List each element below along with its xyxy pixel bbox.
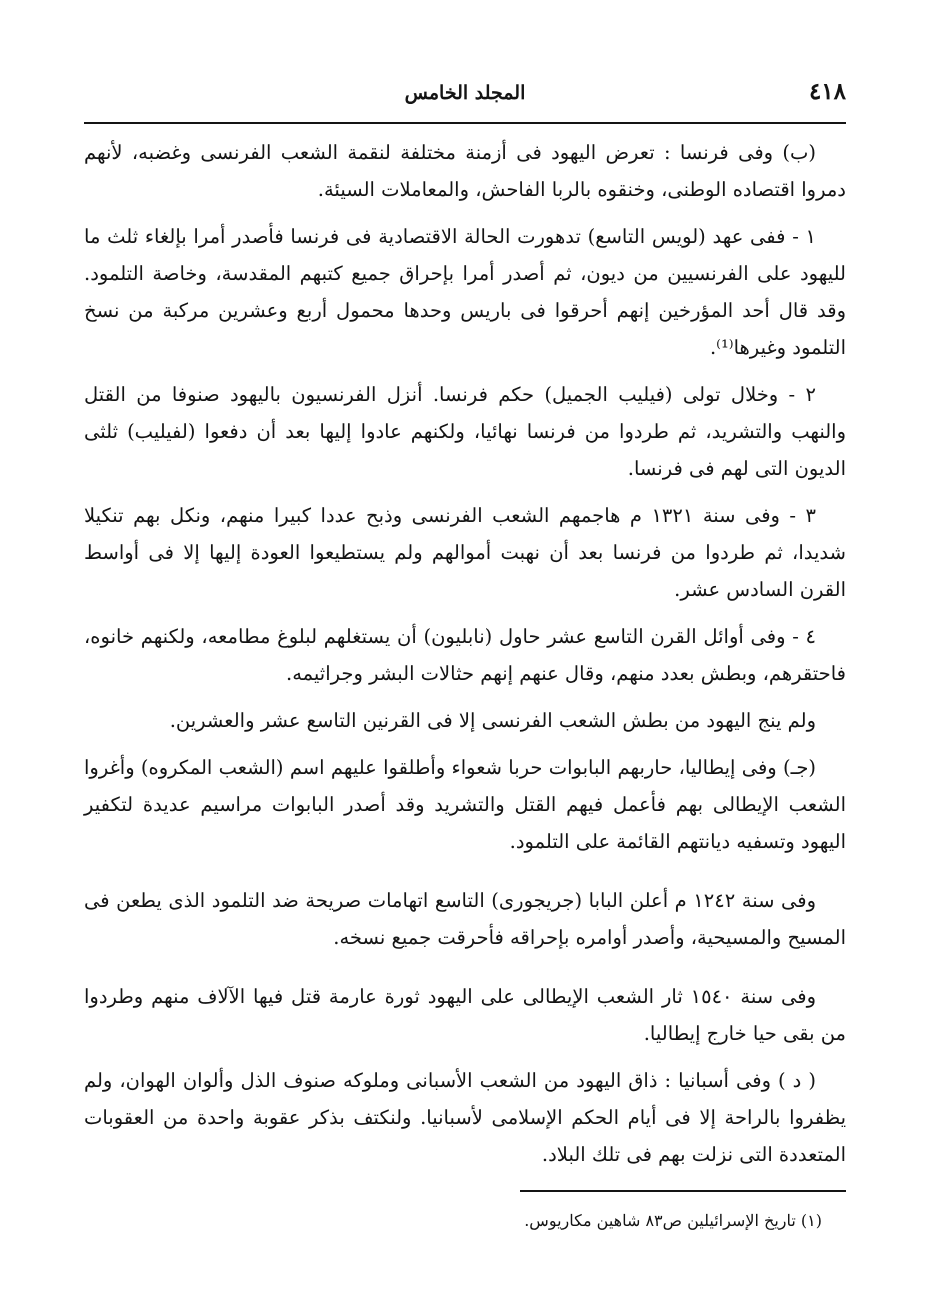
paragraph-louis-ix: ١ - ففى عهد (لويس التاسع) تدهورت الحالة الاقتصادية فى فرنسا فأصدر أمرا بإلغاء ثلث ما لليهود على الفرنسيين من ديون، ثم أصدر أمرا بإحراق جميع كتبهم المقدسة، وخاصة التلمود. وقد قال أحد المؤرخين إنهم أحرقوا فى باريس وحدها محمول أربع وعشرين مركبة من نسخ التلمود وغيرها⁽¹⁾.	[84, 225, 846, 359]
footnote-rule	[520, 1190, 846, 1192]
header-rule	[84, 122, 846, 124]
body-text	[84, 134, 846, 1183]
paragraph-1321: ٣ - وفى سنة ١٣٢١ م هاجمهم الشعب الفرنسى وذبح عددا كبيرا منهم، ونكل بهم تنكيلا شديدا، ثم طردوا من فرنسا بعد أن نهبت أموالهم ولم يستطيعوا العودة إليها إلا فى أواسط القرن السادس عشر.	[84, 504, 846, 601]
footnote: (١) تاريخ الإسرائيلين ص٨٣ شاهين مكاريوس.	[524, 1211, 822, 1230]
page-header	[84, 72, 846, 118]
paragraph-1540: وفى سنة ١٥٤٠ ثار الشعب الإيطالى على اليهود ثورة عارمة قتل فيها الآلاف منهم وطردوا من بقى حيا خارج إيطاليا.	[84, 985, 846, 1045]
running-title: المجلد الخامس	[404, 82, 526, 104]
paragraph-napoleon: ٤ - وفى أوائل القرن التاسع عشر حاول (نابليون) أن يستغلهم لبلوغ مطامعه، ولكنهم خانوه، فاحتقرهم، وبطش بعدد منهم، وقال عنهم إنهم حثالات البشر وجراثيمه.	[84, 625, 846, 685]
paragraph-italy-intro: (جـ) وفى إيطاليا، حاربهم البابوات حربا شعواء وأطلقوا عليهم اسم (الشعب المكروه) وأغروا الشعب الإيطالى بهم فأعمل فيهم القتل والتشريد وقد أصدر البابوات مراسيم عديدة لتكفير اليهود وتسفيه ديانتهم القائمة على التلمود.	[84, 756, 846, 853]
paragraph-spain-intro: ( د ) وفى أسبانيا : ذاق اليهود من الشعب الأسبانى وملوكه صنوف الذل وألوان الهوان، ولم يظفروا بالراحة إلا فى أيام الحكم الإسلامى لأسبانيا. ولنكتف بذكر عقوبة واحدة من العقوبات المتعددة التى نزلت بهم فى تلك البلاد.	[84, 1069, 846, 1166]
page-number: ٤١٨	[808, 78, 846, 105]
paragraph-philip: ٢ - وخلال تولى (فيليب الجميل) حكم فرنسا. أنزل الفرنسيون باليهود صنوفا من القتل والنهب والتشريد، ثم طردوا من فرنسا نهائيا، ولكنهم عادوا إليها بعد أن دفعوا (لفيليب) ثلثى الديون التى لهم فى فرنسا.	[84, 383, 846, 480]
paragraph-france-conclusion: ولم ينج اليهود من بطش الشعب الفرنسى إلا فى القرنين التاسع عشر والعشرين.	[169, 709, 816, 732]
paragraph-1242: وفى سنة ١٢٤٢ م أعلن البابا (جريجورى) التاسع اتهامات صريحة ضد التلمود الذى يطعن فى المسيح والمسيحية، وأصدر أوامره بإحراقه فأحرقت جميع نسخه.	[84, 889, 846, 949]
paragraph-france-intro: (ب) وفى فرنسا : تعرض اليهود فى أزمنة مختلفة لنقمة الشعب الفرنسى وغضبه، لأنهم دمروا اقتصاده الوطنى، وخنقوه بالربا الفاحش، والمعاملات السيئة.	[84, 141, 846, 201]
